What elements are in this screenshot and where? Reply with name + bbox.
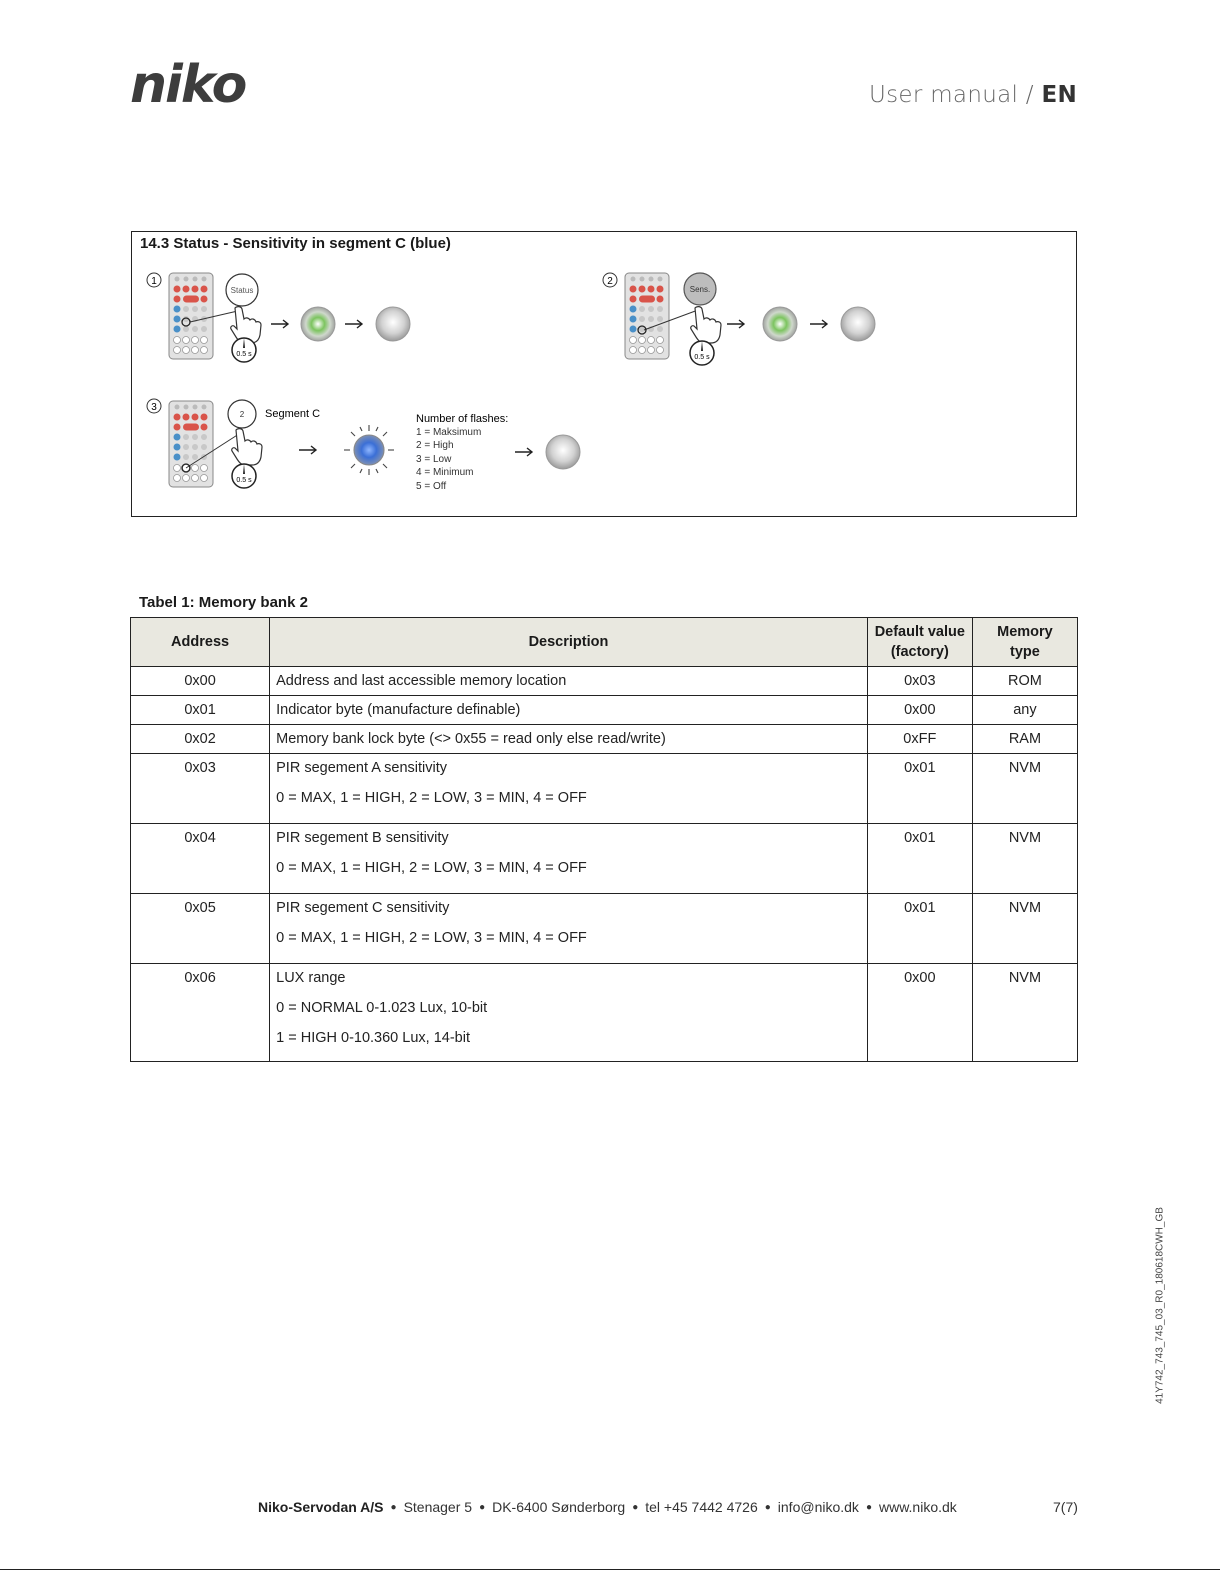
cell-address: 0x06: [131, 964, 270, 1062]
led-off-icon: [841, 307, 875, 341]
table-row: [131, 696, 1078, 725]
cell-memory-type: ROM: [972, 667, 1077, 696]
press-hand-icon: [691, 307, 721, 343]
step-2: [603, 273, 875, 365]
step-2-number: 2: [607, 276, 613, 287]
cell-address: 0x03: [131, 754, 270, 824]
cell-default: 0x00: [867, 964, 972, 1062]
timer-icon: [232, 464, 256, 488]
document-title: [869, 82, 1077, 108]
city: DK-6400 Sønderborg: [492, 1499, 626, 1515]
table-header-row: [131, 618, 1078, 667]
led-off-icon: [546, 435, 580, 469]
footer-address: Niko-Servodan A/S ● Stenager 5 ● DK-6400 Sønderborg ● tel +45 7442 4726 ● info@niko.dk ● www.niko.dk: [258, 1499, 957, 1515]
phone: tel +45 7442 4726: [645, 1499, 758, 1515]
svg-text:3 = Low: 3 = Low: [416, 454, 452, 465]
arrow-icon: [810, 320, 827, 328]
table-row: [131, 824, 1078, 894]
step-1-number: 1: [151, 276, 157, 287]
arrow-icon: [299, 446, 316, 454]
email: info@niko.dk: [777, 1499, 859, 1515]
svg-text:0.5 s: 0.5 s: [236, 351, 252, 358]
cell-default: 0x01: [867, 754, 972, 824]
timer-icon: [690, 341, 714, 365]
cell-default: 0x00: [867, 696, 972, 725]
procedure-illustration: [132, 232, 1078, 518]
led-off-icon: [376, 307, 410, 341]
svg-text:2 = High: 2 = High: [416, 440, 454, 451]
cell-address: 0x02: [131, 725, 270, 754]
table-caption: Tabel 1: Memory bank 2: [139, 594, 308, 611]
page-number: 7(7): [1053, 1499, 1078, 1515]
document-title-text: User manual /: [868, 82, 1042, 108]
table-row: [131, 667, 1078, 696]
cell-address: 0x01: [131, 696, 270, 725]
svg-text:5 = Off: 5 = Off: [416, 481, 447, 492]
memory-bank-table: [130, 617, 1078, 1062]
flashes-title: Number of flashes:: [416, 413, 509, 425]
timer-icon: [232, 338, 256, 362]
panel-title: 14.3 Status - Sensitivity in segment C (blue): [140, 235, 451, 252]
table-row: [131, 964, 1078, 1062]
step-3-number: 3: [151, 402, 157, 413]
svg-text:0.5 s: 0.5 s: [694, 354, 710, 361]
svg-text:1 = Maksimum: 1 = Maksimum: [416, 427, 482, 438]
street: Stenager 5: [403, 1499, 473, 1515]
cell-default: 0xFF: [867, 725, 972, 754]
website: www.niko.dk: [878, 1499, 957, 1515]
header-address: Address: [131, 618, 270, 667]
cell-default: 0x03: [867, 667, 972, 696]
cell-address: 0x04: [131, 824, 270, 894]
cell-description: PIR segement C sensitivity 0 = MAX, 1 = HIGH, 2 = LOW, 3 = MIN, 4 = OFF: [270, 894, 868, 964]
document-code: 41Y742_743_745_03_R0_180618CWH_GB: [1154, 1207, 1166, 1404]
niko-logo: [130, 58, 285, 108]
header-description: Description: [270, 618, 868, 667]
cell-memory-type: RAM: [972, 725, 1077, 754]
press-hand-icon: [232, 429, 262, 465]
cell-default: 0x01: [867, 824, 972, 894]
cell-description: PIR segement B sensitivity 0 = MAX, 1 = HIGH, 2 = LOW, 3 = MIN, 4 = OFF: [270, 824, 868, 894]
table-row: [131, 894, 1078, 964]
sensitivity-status-panel: [131, 231, 1077, 517]
language-code: EN: [1041, 82, 1077, 108]
led-green-icon: [301, 307, 335, 341]
table-row: [131, 725, 1078, 754]
cell-address: 0x05: [131, 894, 270, 964]
led-green-icon: [763, 307, 797, 341]
bottom-divider: [0, 1569, 1220, 1570]
segment-label: Segment C: [265, 408, 321, 420]
cell-memory-type: NVM: [972, 894, 1077, 964]
svg-text:0.5 s: 0.5 s: [236, 477, 252, 484]
cell-memory-type: NVM: [972, 754, 1077, 824]
arrow-icon: [727, 320, 744, 328]
remote-control-icon: [169, 401, 213, 487]
cell-address: 0x00: [131, 667, 270, 696]
cell-memory-type: any: [972, 696, 1077, 725]
step-1: [147, 273, 410, 362]
remote-control-icon: [625, 273, 669, 359]
logo-text: niko: [130, 58, 246, 108]
header-memory-type: Memory type: [972, 618, 1077, 667]
arrow-icon: [271, 320, 288, 328]
arrow-icon: [515, 448, 532, 456]
led-blue-flashing-icon: [344, 425, 394, 475]
flashes-list: [416, 427, 481, 492]
table-row: [131, 754, 1078, 824]
step-3: [147, 399, 580, 492]
remote-control-icon: [169, 273, 213, 359]
cell-memory-type: NVM: [972, 824, 1077, 894]
cell-default: 0x01: [867, 894, 972, 964]
svg-text:4 = Minimum: 4 = Minimum: [416, 467, 474, 478]
company-name: Niko-Servodan A/S: [258, 1499, 384, 1515]
cell-description: PIR segement A sensitivity 0 = MAX, 1 = HIGH, 2 = LOW, 3 = MIN, 4 = OFF: [270, 754, 868, 824]
cell-description: Memory bank lock byte (<> 0x55 = read only else read/write): [270, 725, 868, 754]
header-default-value: Default value (factory): [867, 618, 972, 667]
svg-text:Status: Status: [230, 286, 254, 295]
cell-description: Address and last accessible memory location: [270, 667, 868, 696]
svg-text:Sens.: Sens.: [689, 285, 711, 294]
cell-description: LUX range 0 = NORMAL 0-1.023 Lux, 10-bit 1 = HIGH 0-10.360 Lux, 14-bit: [270, 964, 868, 1062]
cell-memory-type: NVM: [972, 964, 1077, 1062]
svg-text:2: 2: [239, 410, 245, 419]
cell-description: Indicator byte (manufacture definable): [270, 696, 868, 725]
arrow-icon: [345, 320, 362, 328]
